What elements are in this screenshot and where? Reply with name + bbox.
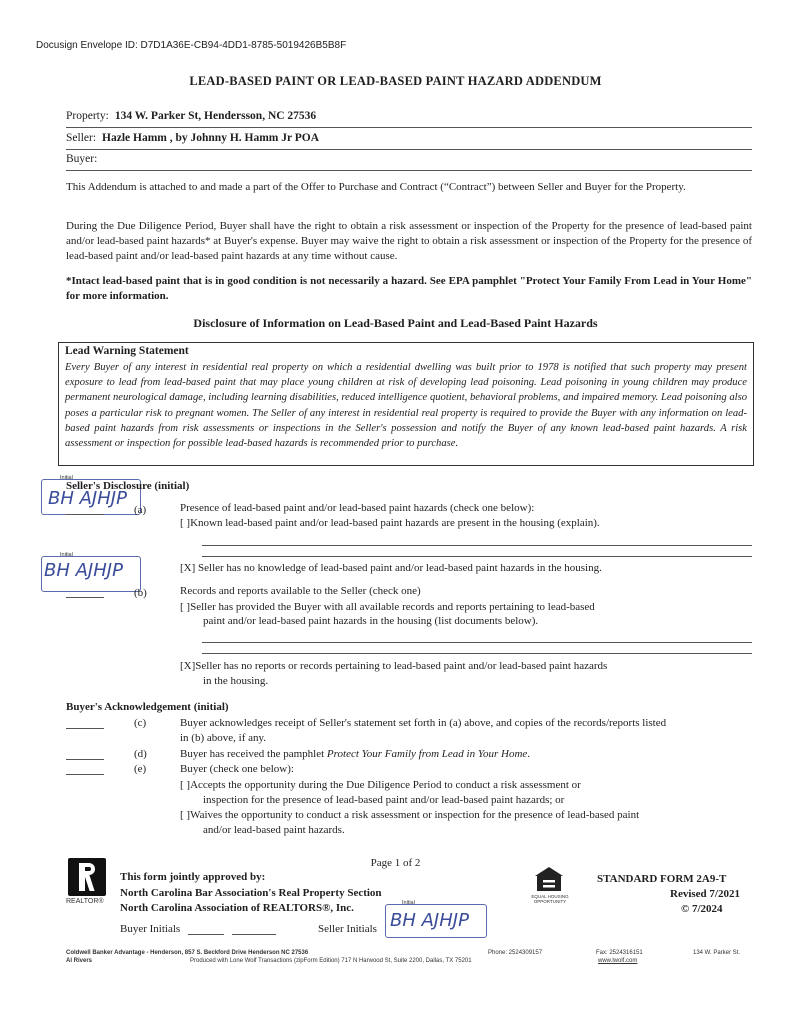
item-b-text: Records and reports available to the Seller (check one) <box>180 585 421 597</box>
pamphlet-title: Protect Your Family from Lead in Your Home <box>326 748 528 760</box>
realtor-logo-icon <box>68 858 106 896</box>
item-a-letter: (a) <box>134 504 147 516</box>
fax: Fax: 2524316151 <box>596 950 643 956</box>
item-d-text-post: . <box>527 748 531 760</box>
item-e-option-waives[interactable]: [ ]Waives the opportunity to conduct a risk assessment or inspection for the presence of lead-based paint <box>180 809 640 821</box>
equal-housing-label: EQUAL HOUSING OPPORTUNITY <box>531 894 569 904</box>
property-value[interactable]: 134 W. Parker St, Hendersson, NC 27536 <box>114 110 317 122</box>
buyer-initial-line-c[interactable] <box>66 728 104 729</box>
item-a-option-known[interactable]: [ ]Known lead-based paint and/or lead-based paint hazards are present in the housing (explain). <box>180 517 600 529</box>
jointly-approved: This form jointly approved by: <box>120 871 266 883</box>
documents-line-1 <box>202 642 752 643</box>
lead-warning-title: Lead Warning Statement <box>65 345 189 357</box>
due-diligence-paragraph: During the Due Diligence Period, Buyer shall have the right to obtain a risk assessment or inspection of the Property for the presence of lead-based paint and/or lead-based paint hazards* at Buyer's expense. Buyer may waive the right to obtain a risk assessment or inspection of the Property for the presence of lead-based paint and/or lead-based paint hazards at any time without cause. <box>66 220 752 262</box>
item-c-letter: (c) <box>134 717 147 729</box>
item-b-option-no-reports-cont: in the housing. <box>203 675 269 687</box>
item-e-option-waives-cont: and/or lead-based paint hazards. <box>203 824 345 836</box>
buyer-initials-label: Buyer Initials <box>120 923 181 935</box>
intro-paragraph: This Addendum is attached to and made a part of the Offer to Purchase and Contract (“Contract”) between Seller and Buyer for the Property. <box>66 181 686 193</box>
page-number: Page 1 of 2 <box>370 857 421 869</box>
equal-housing-icon <box>532 866 566 892</box>
initial-tag-a: Initial <box>60 475 73 481</box>
initial-tag-b: Initial <box>60 552 73 558</box>
buyer-initials-line-1[interactable] <box>188 934 224 935</box>
item-c-text: Buyer acknowledges receipt of Seller's statement set forth in (a) above, and copies of the records/reports listed <box>180 717 667 729</box>
seller-row <box>66 132 752 150</box>
item-b-option-provided[interactable]: [ ]Seller has provided the Buyer with all available records and reports pertaining to lead-based <box>180 601 595 613</box>
phone: Phone: 2524309157 <box>488 950 543 956</box>
item-c-text-cont: in (b) above, if any. <box>180 732 267 744</box>
documents-line-2 <box>202 653 752 654</box>
file-name: 134 W. Parker St. <box>693 950 741 956</box>
broker-info: Coldwell Banker Advantage - Henderson, 857 S. Beckford Drive Henderson NC 27536 <box>66 950 309 956</box>
initial-line-b <box>66 597 104 598</box>
envelope-id: Docusign Envelope ID: D7D1A36E-CB94-4DD1-8785-5019426B5B8F <box>36 40 347 51</box>
lead-warning-text: Every Buyer of any interest in residential real property on which a residential dwelling was built prior to 1978 is notified that such property may present exposure to lead from lead-based paint that may place young children at risk of developing lead poisoning. Lead poisoning in young children may produce permanent neurological damage, including learning disabilities, reduced intelligence quotient, behavioral problems, and impaired memory. Lead poisoning also poses a particular risk to pregnant women. The Seller of any interest in residential real property is required to provide the Buyer with any information on lead-based paint hazards from risk assessments or inspections in the Seller's possession and notify the Buyer of any known lead-based paint hazards. A risk assessment or inspection for possible lead-based hazards is recommended prior to purchase. <box>65 362 747 450</box>
item-b-letter: (b) <box>134 587 147 599</box>
buyers-ack-heading: Buyer's Acknowledgement (initial) <box>66 701 229 713</box>
seller-initials-signature: BH AJHJP <box>390 910 469 931</box>
buyer-initials-line-2[interactable] <box>232 934 276 935</box>
produced-with: Produced with Lone Wolf Transactions (zipForm Edition) 717 N Harwood St, Suite 2200, Dallas, TX 75201 <box>190 958 472 964</box>
form-number: STANDARD FORM 2A9-T <box>597 873 727 885</box>
item-a-option-no-knowledge[interactable]: [X] Seller has no knowledge of lead-based paint and/or lead-based paint hazards in the housing. <box>180 562 602 574</box>
copyright: © 7/2024 <box>681 903 723 915</box>
item-d-letter: (d) <box>134 748 147 760</box>
seller-label: Seller: <box>66 132 97 144</box>
lwolf-link[interactable]: www.lwolf.com <box>598 958 638 964</box>
explain-line-1 <box>202 545 752 546</box>
agent-name: Al Rivers <box>66 958 93 964</box>
seller-initials-tag: Initial <box>402 900 415 906</box>
disclosure-heading: Disclosure of Information on Lead-Based Paint and Lead-Based Paint Hazards <box>193 316 598 330</box>
buyer-initial-line-d[interactable] <box>66 759 104 760</box>
item-e-letter: (e) <box>134 763 147 775</box>
item-e-text: Buyer (check one below): <box>180 763 294 775</box>
explain-line-2 <box>202 556 752 557</box>
seller-value[interactable]: Hazle Hamm , by Johnny H. Hamm Jr POA <box>102 132 320 144</box>
buyer-row <box>66 153 752 171</box>
item-e-option-accepts[interactable]: [ ]Accepts the opportunity during the Due Diligence Period to conduct a risk assessment or <box>180 779 581 791</box>
property-label: Property: <box>66 110 109 122</box>
seller-initials-label: Seller Initials <box>318 923 377 935</box>
item-e-option-accepts-cont: inspection for the presence of lead-based paint and/or lead-based paint hazards; or <box>203 794 565 806</box>
initial-line-a <box>66 514 104 515</box>
item-b-option-provided-cont: paint and/or lead-based paint hazards in the housing (list documents below). <box>203 615 539 627</box>
item-a-text: Presence of lead-based paint and/or lead-based paint hazards (check one below): <box>180 502 535 514</box>
revised-date: Revised 7/2021 <box>670 888 740 900</box>
sellers-disclosure-heading: Seller's Disclosure (initial) <box>66 480 190 492</box>
lead-warning-box <box>58 342 754 466</box>
item-d-text <box>180 747 530 762</box>
buyer-initial-line-e[interactable] <box>66 774 104 775</box>
seller-initials-signature-b: BH AJHJP <box>44 560 123 581</box>
seller-initials-signature-a: BH AJHJP <box>48 488 127 509</box>
epa-note: *Intact lead-based paint that is in good condition is not necessarily a hazard. See EPA pamphlet "Protect Your Family From Lead in Your Home" for more information. <box>66 275 752 302</box>
property-row <box>66 110 752 128</box>
realtor-logo-label: REALTOR® <box>66 898 104 905</box>
buyer-label: Buyer: <box>66 153 98 165</box>
item-b-option-no-reports[interactable]: [X]Seller has no reports or records pertaining to lead-based paint and/or lead-based paint hazards <box>180 660 608 672</box>
nc-bar-association: North Carolina Bar Association's Real Property Section <box>120 887 382 899</box>
document-title: LEAD-BASED PAINT OR LEAD-BASED PAINT HAZARD ADDENDUM <box>189 74 602 88</box>
item-d-text-pre: Buyer has received the pamphlet <box>180 748 327 760</box>
nc-realtors: North Carolina Association of REALTORS®, Inc. <box>120 902 354 914</box>
